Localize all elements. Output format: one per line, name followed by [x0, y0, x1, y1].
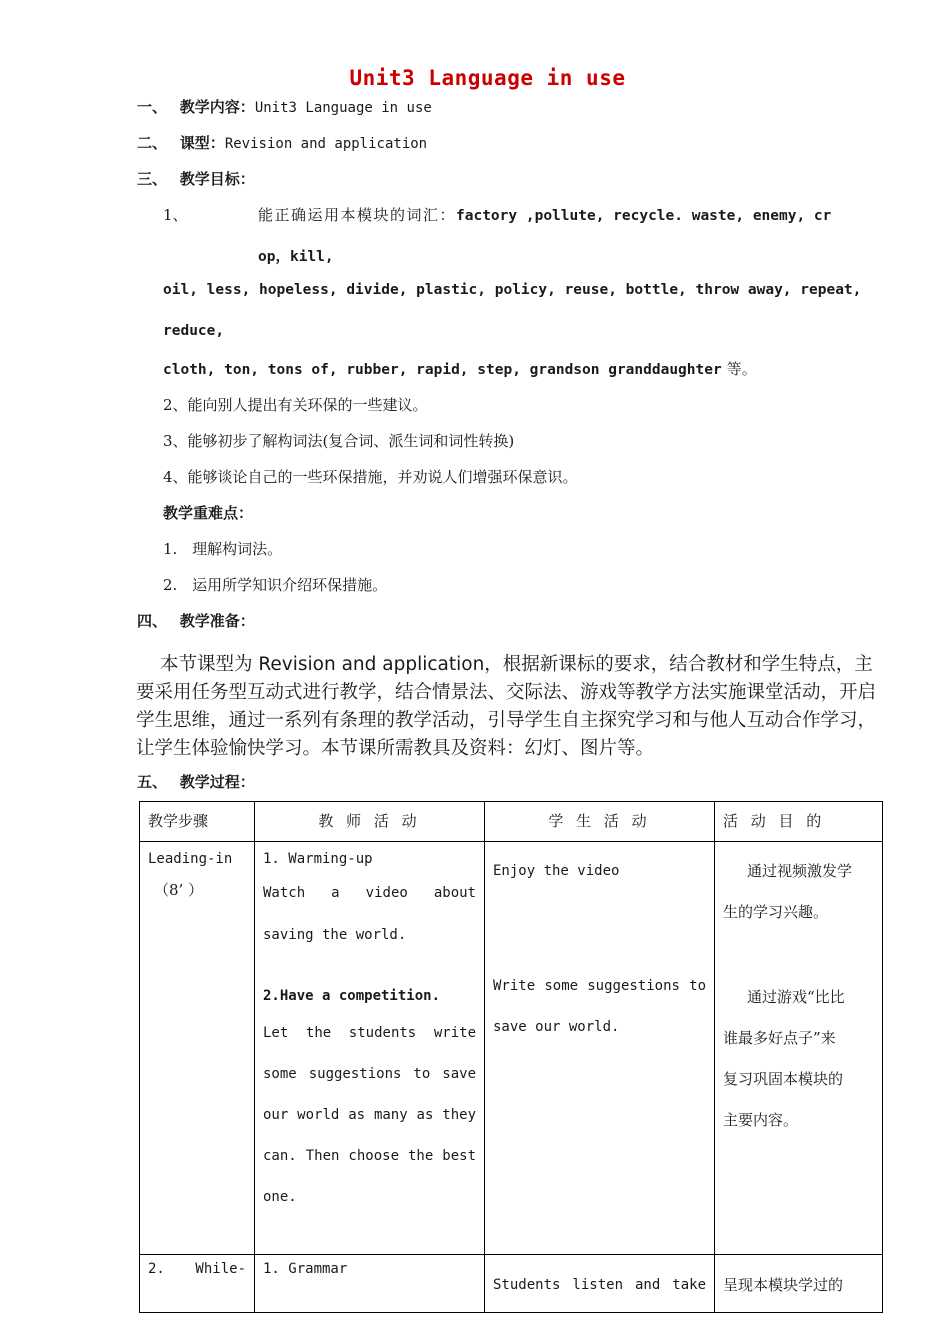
goal-1-prefix: 能正确运用本模块的词汇：	[258, 206, 457, 224]
section-1-number: 一、	[137, 98, 168, 116]
section-4-number: 四、	[137, 612, 168, 630]
section-5-number: 五、	[137, 773, 168, 791]
goal-1-words-3: oil, less, hopeless, divide, plastic, policy, reuse, bottle, throw away, repeat,	[163, 282, 862, 298]
key-point-1	[163, 538, 282, 559]
key-point-2	[163, 574, 387, 595]
goal-1-words-1: factory ,pollute, recycle. waste, enemy, cr	[456, 208, 832, 224]
preparation-paragraph: 本节课型为 Revision and application，根据新课标的要求，结合教材和学生特点，主要采用任务型互动式进行教学，结合情景法、交际法、游戏等教学方法实施课堂活动，开启学生思维，通过一系列有条理的教学活动，引导学生自主探究学习和与他人互动合作学习，让学生体验愉快学习。本节课所需教具及资料：幻灯、图片等。	[136, 654, 877, 759]
header-purpose: 活 动 目 的	[723, 812, 826, 830]
row2-step-word: While-	[195, 1261, 246, 1277]
row2-purpose: 呈现本模块学过的	[723, 1276, 844, 1294]
table-row	[140, 1255, 883, 1313]
goal-2: 2、能向别人提出有关环保的一些建议。	[163, 396, 428, 414]
section-1	[137, 96, 432, 117]
row2-student: Students listen and take	[493, 1277, 706, 1293]
row2-teacher-title: 1. Grammar	[263, 1261, 348, 1277]
goal-1-words-5: cloth, ton, tons of, rubber, rapid, step, grandson granddaughter	[163, 362, 722, 378]
section-5	[137, 771, 255, 792]
row1-teacher-watch: Watch a video about	[263, 885, 476, 901]
header-step: 教学步骤	[148, 812, 209, 830]
row1-student-cell	[485, 842, 715, 1255]
row1-purpose-cell	[715, 842, 883, 1255]
goal-1-words-5-line	[163, 358, 757, 379]
section-2-number: 二、	[137, 134, 168, 152]
row1-teacher-some: some suggestions to save	[263, 1066, 476, 1082]
goal-3: 3、能够初步了解构词法(复合词、派生词和词性转换)	[163, 432, 515, 450]
goal-1-suffix: 等。	[726, 360, 757, 378]
section-2	[137, 132, 427, 153]
row1-student-2b: save our world.	[493, 1019, 620, 1035]
header-cell-student	[485, 802, 715, 842]
row1-step-name: Leading-in	[148, 851, 233, 867]
row1-teacher-our: our world as many as they	[263, 1107, 476, 1123]
row1-teacher-title-2: 2.Have a competition.	[263, 988, 441, 1004]
row1-teacher-let: Let the students write	[263, 1025, 476, 1041]
key-point-1-text: 理解构词法。	[192, 540, 283, 558]
section-2-text: Revision and application	[224, 136, 428, 152]
header-cell-step	[140, 802, 255, 842]
goal-1-words-4: reduce,	[163, 323, 225, 339]
header-teacher: 教 师 活 动	[318, 812, 421, 830]
document-title: Unit3 Language in use	[349, 66, 626, 90]
section-1-text: Unit3 Language in use	[254, 100, 432, 116]
row1-student-1: Enjoy the video	[493, 863, 620, 879]
row1-purpose-1a: 通过视频激发学	[747, 862, 853, 880]
goal-4: 4、能够谈论自己的一些环保措施，并劝说人们增强环保意识。	[163, 468, 578, 486]
row1-purpose-2b: 谁最多好点子”来	[723, 1029, 836, 1047]
row1-teacher-watch-2: saving the world.	[263, 927, 407, 943]
key-point-2-text: 运用所学知识介绍环保措施。	[192, 576, 388, 594]
header-cell-teacher	[255, 802, 485, 842]
section-3	[137, 168, 255, 189]
section-4-label: 教学准备：	[179, 612, 255, 630]
row1-purpose-2c: 复习巩固本模块的	[723, 1070, 844, 1088]
row1-teacher-one: one.	[263, 1189, 297, 1205]
row1-teacher-can: can. Then choose the best	[263, 1148, 476, 1164]
row1-student-2a: Write some suggestions to	[493, 978, 706, 994]
goal-1-words-2: op，kill,	[258, 249, 334, 265]
row1-purpose-1b: 生的学习兴趣。	[723, 903, 829, 921]
table-row	[140, 842, 883, 1255]
row1-teacher-cell	[255, 842, 485, 1255]
row2-teacher-cell	[255, 1255, 485, 1313]
section-5-label: 教学过程：	[179, 773, 255, 791]
header-cell-purpose	[715, 802, 883, 842]
row1-step-time: （8’ ）	[154, 881, 204, 899]
section-3-label: 教学目标：	[179, 170, 255, 188]
goal-1-line	[258, 204, 831, 225]
row2-step-number: 2.	[148, 1261, 165, 1277]
row1-teacher-title-1: 1. Warming-up	[263, 851, 373, 867]
key-point-2-number: 2.	[163, 576, 178, 594]
section-2-label: 课型：	[179, 134, 225, 152]
row1-step-cell	[140, 842, 255, 1255]
header-student: 学 生 活 动	[548, 812, 651, 830]
key-points-heading: 教学重难点：	[163, 504, 254, 522]
teaching-process-table	[139, 801, 883, 1313]
goal-1-number: 1、	[163, 206, 188, 224]
row1-purpose-2a: 通过游戏“比比	[747, 988, 845, 1006]
section-3-number: 三、	[137, 170, 168, 188]
row2-purpose-cell	[715, 1255, 883, 1313]
key-point-1-number: 1.	[163, 540, 178, 558]
row2-step-cell	[140, 1255, 255, 1313]
row2-student-cell	[485, 1255, 715, 1313]
section-4	[137, 610, 255, 631]
table-header-row	[140, 802, 883, 842]
section-1-label: 教学内容：	[179, 98, 255, 116]
row1-purpose-2d: 主要内容。	[723, 1111, 799, 1129]
